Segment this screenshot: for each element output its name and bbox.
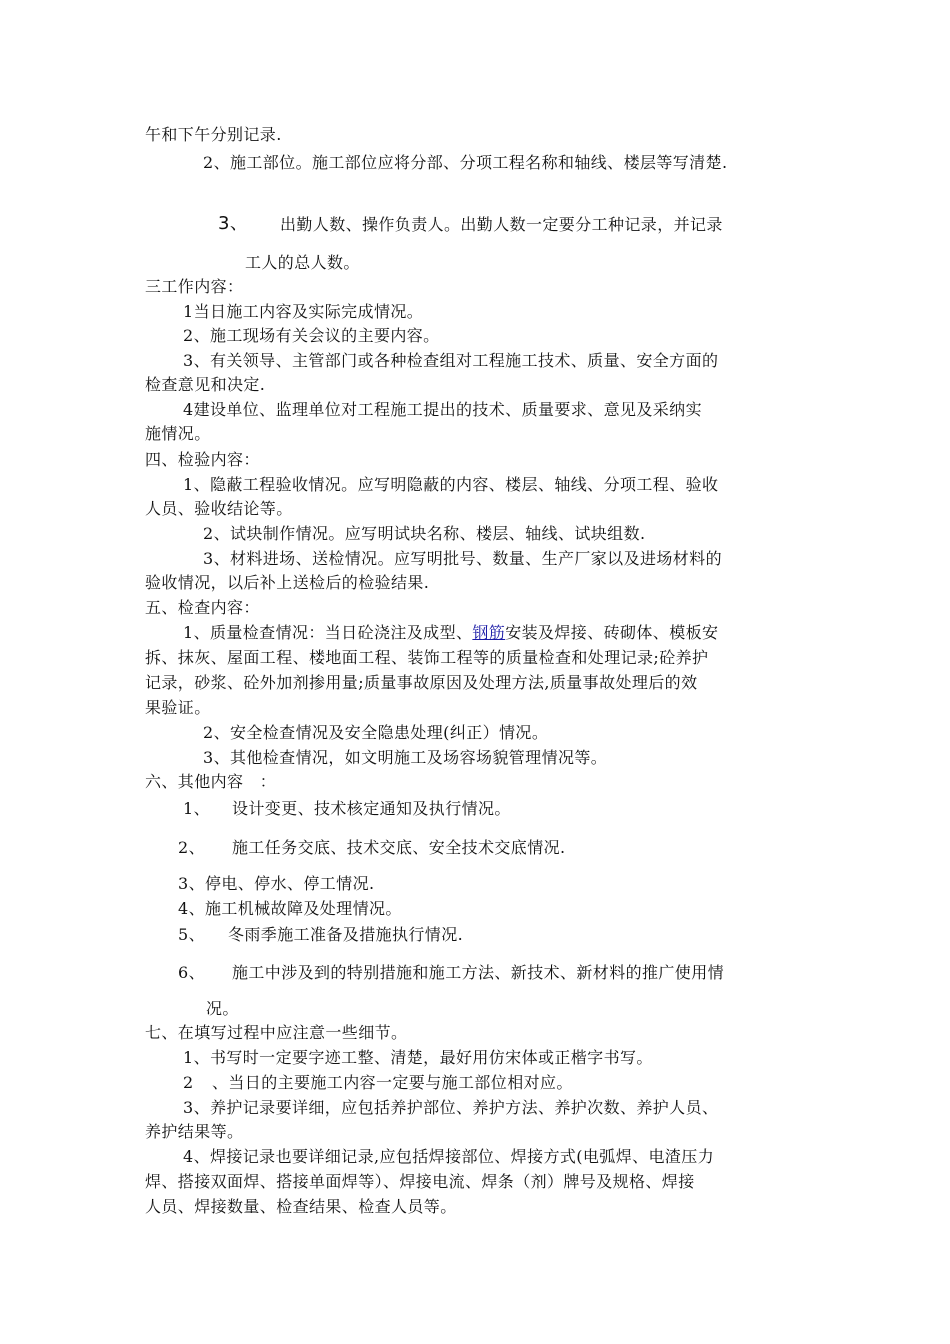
text-line: 拆、抹灰、屋面工程、楼地面工程、装饰工程等的质量检查和处理记录;砼养护 [145, 648, 709, 667]
list-marker: 5、 [178, 925, 205, 944]
text-line: 养护结果等。 [145, 1122, 244, 1141]
text-line: 3、养护记录要详细，应包括养护部位、养护方法、养护次数、养护人员、 [183, 1098, 719, 1117]
text-line: 出勤人数、操作负责人。出勤人数一定要分工种记录，并记录 [280, 215, 723, 234]
text-line: 况。 [206, 999, 239, 1018]
section-heading: 三工作内容： [145, 277, 244, 296]
text-line: 设计变更、技术核定通知及执行情况。 [232, 799, 511, 818]
text-line: 1、书写时一定要字迹工整、清楚，最好用仿宋体或正楷字书写。 [183, 1048, 653, 1067]
text-line [183, 622, 718, 644]
section-heading: 七、在填写过程中应注意一些细节。 [145, 1023, 408, 1042]
list-marker: 6、 [178, 963, 205, 982]
list-marker: 2、 [178, 838, 205, 857]
text-line: 施工任务交底、技术交底、安全技术交底情况. [232, 838, 566, 857]
text-line: 4、施工机械故障及处理情况。 [178, 899, 402, 918]
text-line: 午和下午分别记录. [145, 125, 282, 144]
text-line: 3、有关领导、主管部门或各种检查组对工程施工技术、质量、安全方面的 [183, 351, 719, 370]
text-line: 工人的总人数。 [245, 253, 360, 272]
text-line: 果验证。 [145, 698, 211, 717]
text-line: 焊、搭接双面焊、搭接单面焊等）、焊接电流、焊条（剂）牌号及规格、焊接 [145, 1172, 695, 1191]
text-line: 1当日施工内容及实际完成情况。 [183, 302, 424, 321]
text-line: 4、焊接记录也要详细记录,应包括焊接部位、焊接方式(电弧焊、电渣压力 [183, 1147, 715, 1166]
text-span: 1、质量检查情况：当日砼浇注及成型、 [183, 623, 473, 642]
list-marker: 1、 [183, 799, 210, 818]
text-line: 3、其他检查情况，如文明施工及场容场貌管理情况等。 [203, 748, 608, 767]
text-line: 2、施工部位。施工部位应将分部、分项工程名称和轴线、楼层等写清楚. [203, 153, 728, 172]
text-line: 3、材料进场、送检情况。应写明批号、数量、生产厂家以及进场材料的 [203, 549, 722, 568]
text-line: 、当日的主要施工内容一定要与施工部位相对应。 [212, 1073, 573, 1092]
text-line: 1、隐蔽工程验收情况。应写明隐蔽的内容、楼层、轴线、分项工程、验收 [183, 475, 719, 494]
text-line: 3、停电、停水、停工情况. [178, 874, 375, 893]
text-line: 2、安全检查情况及安全隐患处理(纠正）情况。 [203, 723, 549, 742]
text-line: 人员、验收结论等。 [145, 499, 293, 518]
section-heading: 五、检查内容： [145, 598, 260, 617]
text-line: 检查意见和决定. [145, 375, 266, 394]
text-line: 2、试块制作情况。应写明试块名称、楼层、轴线、试块组数. [203, 524, 646, 543]
text-line: 施工中涉及到的特别措施和施工方法、新技术、新材料的推广使用情 [232, 963, 725, 982]
text-line: 冬雨季施工准备及措施执行情况. [228, 925, 464, 944]
text-span: 安装及焊接、砖砌体、模板安 [505, 623, 719, 642]
section-heading: 四、检验内容： [145, 450, 260, 469]
text-line: 2、施工现场有关会议的主要内容。 [183, 326, 440, 345]
text-line: 人员、焊接数量、检查结果、检查人员等。 [145, 1197, 457, 1216]
text-line: 施情况。 [145, 424, 211, 443]
text-line: 4建设单位、监理单位对工程施工提出的技术、质量要求、意见及采纳实 [183, 400, 702, 419]
text-line: 验收情况，以后补上送检后的检验结果. [145, 573, 430, 592]
list-marker: 2 [183, 1073, 194, 1092]
text-line: 记录，砂浆、砼外加剂掺用量;质量事故原因及处理方法,质量事故处理后的效 [145, 673, 698, 692]
rebar-link[interactable]: 钢筋 [472, 623, 506, 642]
section-heading: 六、其他内容 ： [145, 772, 277, 791]
list-marker: 3、 [218, 213, 249, 234]
